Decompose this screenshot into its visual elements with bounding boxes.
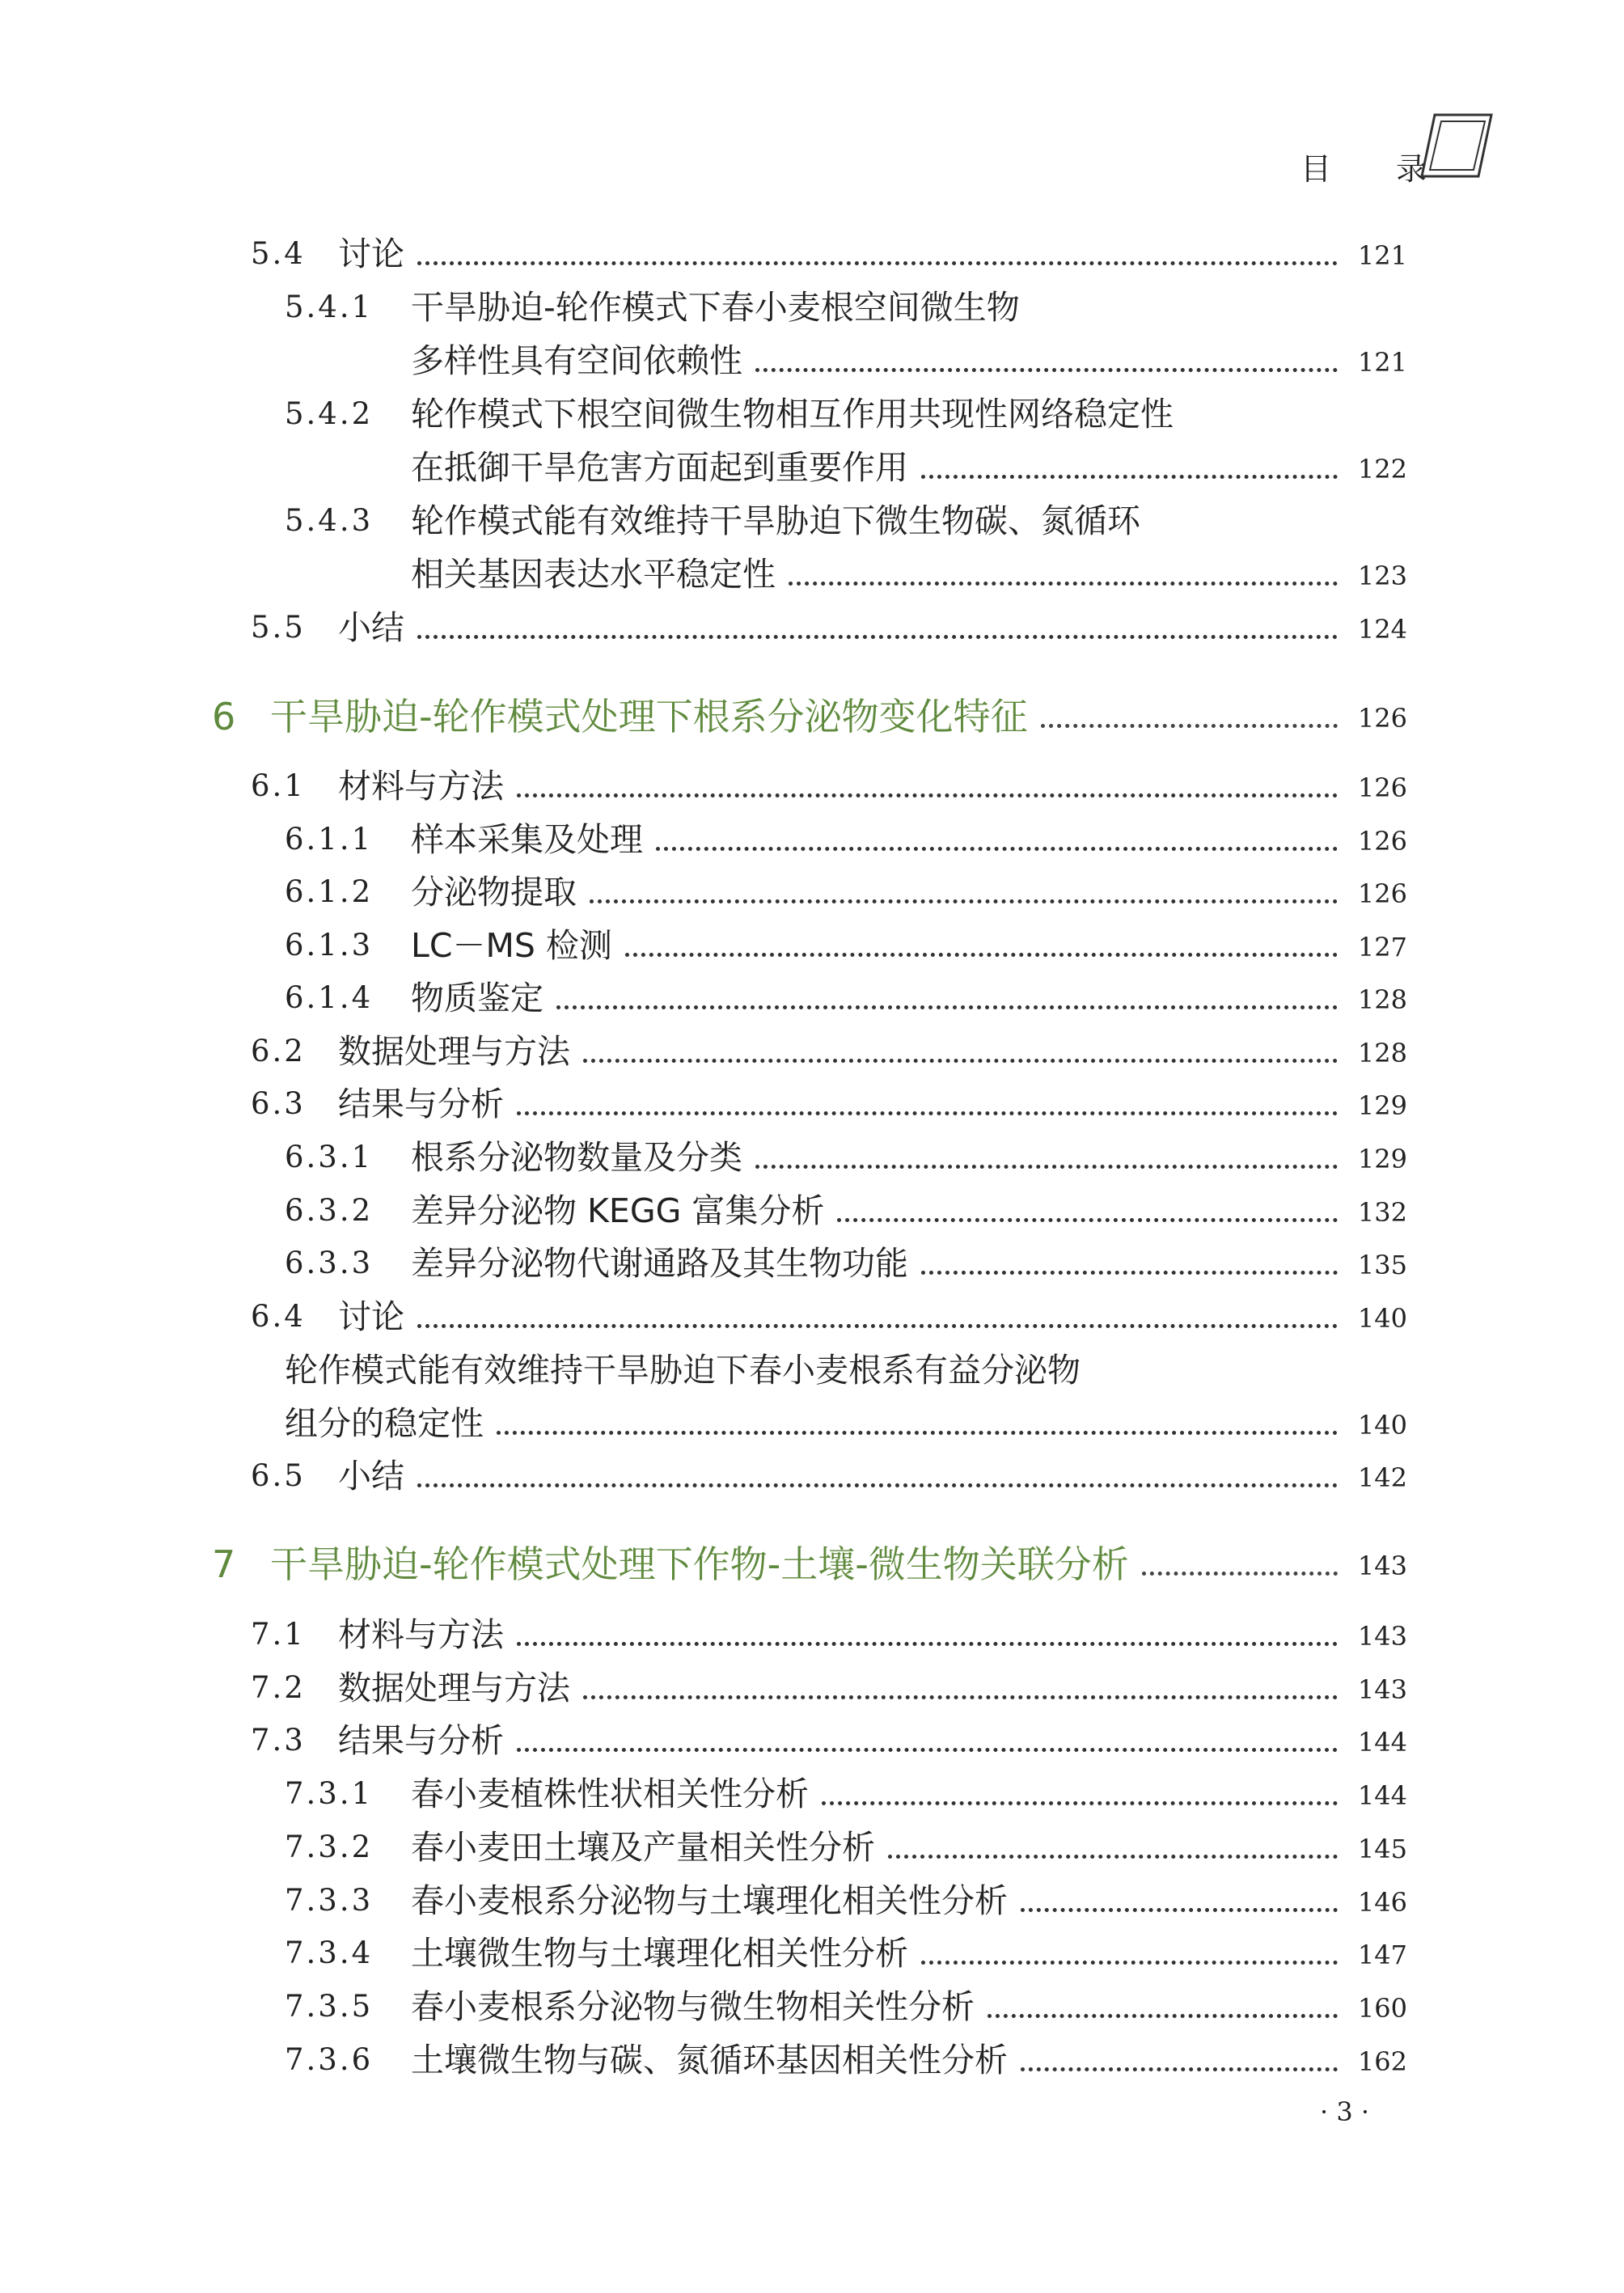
toc-page-number: 144 bbox=[1357, 1780, 1407, 1811]
toc-entry[interactable] bbox=[411, 340, 1407, 382]
toc-entry[interactable] bbox=[285, 871, 1407, 913]
toc-entry-number: 6.4 bbox=[251, 1299, 306, 1334]
toc-entry[interactable] bbox=[285, 1932, 1407, 1974]
toc-entry[interactable] bbox=[251, 1455, 1407, 1497]
toc-page-number: 126 bbox=[1357, 826, 1407, 857]
toc-dot-leader bbox=[789, 582, 1338, 586]
toc-page-number: 140 bbox=[1357, 1303, 1407, 1334]
toc-entry-number: 6.3.3 bbox=[285, 1246, 374, 1280]
toc-dot-leader bbox=[556, 1005, 1338, 1009]
toc-page-number: 143 bbox=[1357, 1621, 1407, 1652]
toc-entry[interactable] bbox=[251, 1667, 1407, 1709]
toc-entry[interactable] bbox=[285, 1349, 1407, 1391]
toc-page-number: 160 bbox=[1357, 1993, 1407, 2024]
toc-entry-number: 5.4.3 bbox=[285, 503, 374, 538]
toc-entry[interactable] bbox=[285, 1826, 1407, 1868]
toc-page-number: 142 bbox=[1357, 1462, 1407, 1493]
toc-entry-title: 小结 bbox=[338, 1457, 404, 1496]
toc-dot-leader bbox=[822, 1801, 1338, 1805]
toc-page-number: 143 bbox=[1357, 1551, 1407, 1581]
toc-entry-title: LC－MS 检测 bbox=[411, 926, 612, 965]
toc-entry-title: 材料与方法 bbox=[338, 1615, 504, 1654]
toc-entry-title: 土壤微生物与土壤理化相关性分析 bbox=[411, 1934, 908, 1973]
toc-dot-leader bbox=[517, 1642, 1338, 1646]
toc-entry-title: 干旱胁迫-轮作模式下春小麦根空间微生物 bbox=[411, 288, 1020, 327]
toc-entry-title: 干旱胁迫-轮作模式处理下根系分泌物变化特征 bbox=[270, 695, 1028, 738]
toc-entry-title: 在抵御干旱危害方面起到重要作用 bbox=[411, 448, 908, 487]
toc-dot-leader bbox=[988, 2014, 1338, 2018]
toc-entry-number: 7.3.3 bbox=[285, 1883, 374, 1918]
toc-entry-title: 数据处理与方法 bbox=[338, 1669, 570, 1707]
toc-entry-number: 5.4.2 bbox=[285, 396, 374, 431]
toc-entry-number: 6.1.4 bbox=[285, 980, 374, 1015]
toc-page-number: 147 bbox=[1357, 1940, 1407, 1970]
toc-entry-number: 6.1.1 bbox=[285, 822, 374, 857]
toc-entry-number: 7.3.5 bbox=[285, 1989, 374, 2024]
toc-entry-number: 7.1 bbox=[251, 1617, 306, 1652]
toc-dot-leader bbox=[583, 1059, 1338, 1063]
toc-entry-number: 6.1 bbox=[251, 768, 306, 803]
toc-dot-leader bbox=[1021, 1908, 1338, 1912]
toc-dot-leader bbox=[755, 368, 1338, 372]
toc-entry-title: 材料与方法 bbox=[338, 767, 504, 806]
toc-entry-number: 6.1.2 bbox=[285, 874, 374, 909]
toc-entry-number: 6.3.2 bbox=[285, 1193, 374, 1228]
toc-entry-title: 根系分泌物数量及分类 bbox=[411, 1138, 742, 1177]
toc-entry[interactable] bbox=[251, 765, 1407, 807]
toc-entry-title: 讨论 bbox=[338, 235, 404, 273]
toc-entry[interactable] bbox=[251, 1083, 1407, 1125]
toc-entry-title: 春小麦根系分泌物与微生物相关性分析 bbox=[411, 1987, 975, 2026]
toc-entry-number: 6.2 bbox=[251, 1034, 306, 1068]
toc-entry-number: 7.2 bbox=[251, 1670, 306, 1705]
toc-dot-leader bbox=[517, 1111, 1338, 1115]
toc-entry-title: 差异分泌物 KEGG 富集分析 bbox=[411, 1191, 825, 1230]
toc-entry-number: 7.3 bbox=[251, 1723, 306, 1758]
toc-page-number: 123 bbox=[1357, 561, 1407, 591]
toc-page-number: 143 bbox=[1357, 1674, 1407, 1705]
toc-dot-leader bbox=[517, 793, 1338, 797]
toc-page-number: 129 bbox=[1357, 1144, 1407, 1174]
toc-entry-title: 结果与分析 bbox=[338, 1085, 504, 1123]
toc-dot-leader bbox=[921, 475, 1338, 479]
toc-page-number: 129 bbox=[1357, 1090, 1407, 1121]
toc-dot-leader bbox=[497, 1431, 1338, 1435]
toc-entry[interactable] bbox=[285, 1402, 1407, 1445]
toc-entry[interactable] bbox=[285, 977, 1407, 1019]
toc-page-number: 124 bbox=[1357, 614, 1407, 645]
toc-entry-title: 轮作模式下根空间微生物相互作用共现性网络稳定性 bbox=[411, 395, 1174, 434]
toc-entry-title: 多样性具有空间依赖性 bbox=[411, 341, 742, 380]
toc-entry-number: 6.5 bbox=[251, 1458, 306, 1493]
toc-entry-title: 春小麦田土壤及产量相关性分析 bbox=[411, 1828, 875, 1867]
toc-dot-leader bbox=[656, 847, 1338, 851]
toc-entry-title: 分泌物提取 bbox=[411, 873, 577, 912]
toc-entry[interactable] bbox=[285, 924, 1407, 967]
toc-entry[interactable] bbox=[251, 233, 1407, 275]
toc-entry[interactable] bbox=[251, 1296, 1407, 1338]
toc-entry-title: 讨论 bbox=[338, 1297, 404, 1336]
toc-chapter-entry[interactable] bbox=[212, 689, 1407, 738]
toc-entry-title: 差异分泌物代谢通路及其生物功能 bbox=[411, 1244, 908, 1283]
toc-entry[interactable] bbox=[251, 1614, 1407, 1656]
toc-entry[interactable] bbox=[285, 1136, 1407, 1178]
toc-page-number: 144 bbox=[1357, 1727, 1407, 1758]
toc-dot-leader bbox=[583, 1695, 1338, 1699]
toc-dot-leader bbox=[417, 1324, 1338, 1328]
toc-entry-number: 7.3.4 bbox=[285, 1936, 374, 1970]
toc-entry-title: 样本采集及处理 bbox=[411, 820, 643, 859]
toc-entry[interactable] bbox=[285, 500, 1407, 542]
toc-dot-leader bbox=[921, 1961, 1338, 1965]
toc-page-number: 126 bbox=[1357, 878, 1407, 909]
toc-page-number: 121 bbox=[1357, 347, 1407, 378]
toc-entry-title: 土壤微生物与碳、氮循环基因相关性分析 bbox=[411, 2041, 1008, 2079]
toc-entry[interactable] bbox=[285, 286, 1407, 328]
toc-dot-leader bbox=[1041, 724, 1338, 728]
toc-entry[interactable] bbox=[285, 1190, 1407, 1232]
toc-entry-title: 数据处理与方法 bbox=[338, 1032, 570, 1071]
toc-entry[interactable] bbox=[251, 1030, 1407, 1072]
toc-dot-leader bbox=[590, 899, 1338, 903]
toc-chapter-entry[interactable] bbox=[212, 1537, 1407, 1585]
toc-page-number: 162 bbox=[1357, 2046, 1407, 2077]
toc-entry-number: 5.4.1 bbox=[285, 290, 374, 324]
toc-entry-title: 小结 bbox=[338, 608, 404, 647]
toc-page-number: 132 bbox=[1357, 1197, 1407, 1228]
toc-page-number: 128 bbox=[1357, 984, 1407, 1015]
toc-page-number: 145 bbox=[1357, 1834, 1407, 1864]
toc-entry-title: 相关基因表达水平稳定性 bbox=[411, 555, 776, 594]
toc-entry-title: 春小麦根系分泌物与土壤理化相关性分析 bbox=[411, 1881, 1008, 1920]
page-number: · 3 · bbox=[1320, 2096, 1370, 2127]
toc-page-number: 128 bbox=[1357, 1038, 1407, 1068]
toc-entry-title: 轮作模式能有效维持干旱胁迫下春小麦根系有益分泌物 bbox=[285, 1351, 1081, 1390]
toc-dot-leader bbox=[417, 1483, 1338, 1487]
header-char-1: 目 bbox=[1300, 151, 1332, 187]
toc-entry-title: 组分的稳定性 bbox=[285, 1404, 484, 1443]
toc-entry-number: 7.3.6 bbox=[285, 2042, 374, 2077]
toc-entry-number: 6 bbox=[212, 695, 236, 738]
toc-entry-number: 7 bbox=[212, 1542, 236, 1586]
toc-page-number: 140 bbox=[1357, 1410, 1407, 1441]
toc-entry-title: 轮作模式能有效维持干旱胁迫下微生物碳、氮循环 bbox=[411, 501, 1140, 540]
toc-page-number: 126 bbox=[1357, 703, 1407, 734]
toc-dot-leader bbox=[417, 261, 1338, 265]
toc-page-number: 127 bbox=[1357, 932, 1407, 962]
toc-entry[interactable] bbox=[285, 819, 1407, 861]
toc-entry[interactable] bbox=[411, 446, 1407, 489]
header-char-2: 录 bbox=[1396, 151, 1427, 187]
toc-entry[interactable] bbox=[285, 1242, 1407, 1284]
toc-entry-title: 春小麦植株性状相关性分析 bbox=[411, 1775, 809, 1813]
toc-page-number: 122 bbox=[1357, 454, 1407, 484]
toc-entry[interactable] bbox=[285, 2039, 1407, 2081]
toc-dot-leader bbox=[921, 1271, 1338, 1275]
toc-entry[interactable] bbox=[251, 607, 1407, 649]
toc-entry[interactable] bbox=[285, 1773, 1407, 1815]
toc-entry-number: 6.1.3 bbox=[285, 928, 374, 962]
toc-page-number: 135 bbox=[1357, 1250, 1407, 1280]
toc-entry-title: 干旱胁迫-轮作模式处理下作物-土壤-微生物关联分析 bbox=[270, 1542, 1129, 1586]
toc-entry[interactable] bbox=[251, 1720, 1407, 1762]
toc-page-number: 126 bbox=[1357, 772, 1407, 803]
toc-entry[interactable] bbox=[411, 553, 1407, 595]
toc-entry[interactable] bbox=[285, 1880, 1407, 1922]
toc-dot-leader bbox=[888, 1855, 1338, 1859]
toc-dot-leader bbox=[1021, 2067, 1338, 2071]
toc-entry-number: 6.3 bbox=[251, 1086, 306, 1121]
toc-dot-leader bbox=[625, 953, 1338, 957]
toc-page-number: 146 bbox=[1357, 1887, 1407, 1918]
toc-entry-number: 5.4 bbox=[251, 236, 306, 271]
toc-dot-leader bbox=[1142, 1572, 1338, 1576]
toc-dot-leader bbox=[417, 635, 1338, 639]
toc-entry-number: 5.5 bbox=[251, 610, 306, 645]
toc-entry[interactable] bbox=[285, 1986, 1407, 2028]
toc-entry[interactable] bbox=[285, 393, 1407, 435]
toc-entry-title: 物质鉴定 bbox=[411, 979, 543, 1017]
toc-dot-leader bbox=[755, 1165, 1338, 1169]
toc-dot-leader bbox=[837, 1218, 1338, 1222]
toc-entry-number: 7.3.1 bbox=[285, 1776, 374, 1811]
toc-entry-title: 结果与分析 bbox=[338, 1721, 504, 1760]
toc-entry-number: 7.3.2 bbox=[285, 1830, 374, 1864]
toc-page-number: 121 bbox=[1357, 240, 1407, 271]
toc-dot-leader bbox=[517, 1748, 1338, 1752]
toc-entry-number: 6.3.1 bbox=[285, 1140, 374, 1174]
